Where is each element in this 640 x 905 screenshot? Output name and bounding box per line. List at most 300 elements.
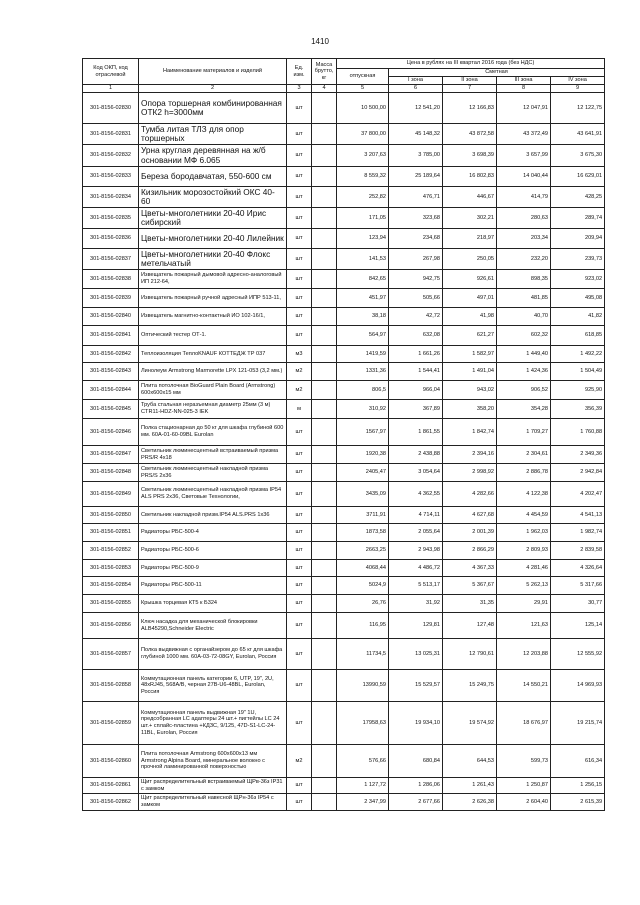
row-zone-1-price: 2 055,64: [389, 524, 443, 542]
row-zone-1-price: 1 861,55: [389, 419, 443, 446]
row-release-price: 1419,59: [337, 346, 389, 363]
row-unit: шт: [287, 670, 312, 702]
row-unit: шт: [287, 208, 312, 229]
row-release-price: 2 347,99: [337, 794, 389, 811]
col-number: 4: [312, 85, 337, 93]
row-zone-1-price: 15 529,57: [389, 670, 443, 702]
row-name: Радиаторы РБС-500-6: [139, 542, 287, 560]
row-zone-1-price: 476,71: [389, 187, 443, 208]
row-zone-3-price: 1 449,40: [497, 346, 551, 363]
row-unit: м3: [287, 346, 312, 363]
row-zone-4-price: 19 215,74: [551, 702, 605, 745]
row-zone-3-price: 481,85: [497, 289, 551, 308]
row-release-price: 17958,63: [337, 702, 389, 745]
row-release-price: 3 207,63: [337, 145, 389, 167]
table-row: [83, 363, 605, 381]
row-name: Радиаторы РБС-500-9: [139, 560, 287, 577]
row-unit: шт: [287, 289, 312, 308]
row-zone-1-price: 42,72: [389, 308, 443, 326]
row-mass: [312, 363, 337, 381]
row-zone-2-price: 127,48: [443, 613, 497, 639]
row-release-price: 123,94: [337, 229, 389, 249]
header-code: Код ОКП, код отраслевой: [83, 59, 139, 85]
row-unit: шт: [287, 794, 312, 811]
row-zone-4-price: 14 969,93: [551, 670, 605, 702]
row-unit: шт: [287, 229, 312, 249]
row-release-price: 252,82: [337, 187, 389, 208]
row-zone-4-price: 16 629,01: [551, 167, 605, 187]
table-row: [83, 595, 605, 613]
row-unit: шт: [287, 326, 312, 346]
row-name: Светильник люминесцентный встраиваемый призма PRS/R 4x18: [139, 446, 287, 464]
row-code: 301-8156-02854: [83, 577, 139, 595]
row-mass: [312, 542, 337, 560]
col-number: 9: [551, 85, 605, 93]
row-zone-3-price: 232,20: [497, 249, 551, 270]
col-number: 7: [443, 85, 497, 93]
row-mass: [312, 167, 337, 187]
row-unit: шт: [287, 249, 312, 270]
row-zone-1-price: 2 943,98: [389, 542, 443, 560]
row-zone-4-price: 2 349,36: [551, 446, 605, 464]
row-zone-2-price: 302,21: [443, 208, 497, 229]
row-zone-1-price: 942,75: [389, 270, 443, 289]
row-release-price: 5024,9: [337, 577, 389, 595]
row-code: 301-8156-02858: [83, 670, 139, 702]
row-zone-4-price: 428,25: [551, 187, 605, 208]
row-mass: [312, 507, 337, 524]
table-row: [83, 778, 605, 794]
row-name: Цветы-многолетники 20-40 Ирис сибирский: [139, 208, 287, 229]
row-zone-4-price: 1 256,15: [551, 778, 605, 794]
row-release-price: 10 500,00: [337, 93, 389, 124]
row-zone-3-price: 14 040,44: [497, 167, 551, 187]
col-number: 1: [83, 85, 139, 93]
row-name: Кизильник морозостойкий ОКС 40-60: [139, 187, 287, 208]
row-mass: [312, 400, 337, 419]
col-number: 5: [337, 85, 389, 93]
row-zone-1-price: 25 189,64: [389, 167, 443, 187]
row-unit: м2: [287, 363, 312, 381]
row-code: 301-8156-02862: [83, 794, 139, 811]
row-unit: шт: [287, 124, 312, 145]
row-code: 301-8156-02830: [83, 93, 139, 124]
table-row: [83, 187, 605, 208]
row-zone-3-price: 18 676,97: [497, 702, 551, 745]
row-zone-2-price: 2 394,16: [443, 446, 497, 464]
row-release-price: 3435,09: [337, 482, 389, 507]
row-zone-3-price: 40,70: [497, 308, 551, 326]
row-unit: шт: [287, 542, 312, 560]
row-zone-3-price: 599,73: [497, 745, 551, 778]
row-zone-3-price: 2 886,78: [497, 464, 551, 482]
row-zone-1-price: 1 544,41: [389, 363, 443, 381]
row-name: Крышка торцевая КТ5 к Б324: [139, 595, 287, 613]
row-zone-1-price: 323,68: [389, 208, 443, 229]
row-zone-3-price: 5 262,13: [497, 577, 551, 595]
row-zone-4-price: 356,39: [551, 400, 605, 419]
row-zone-2-price: 644,53: [443, 745, 497, 778]
table-row: [83, 167, 605, 187]
table-row: [83, 400, 605, 419]
row-zone-1-price: 3 054,64: [389, 464, 443, 482]
row-zone-1-price: 966,04: [389, 381, 443, 400]
row-zone-3-price: 203,34: [497, 229, 551, 249]
row-mass: [312, 229, 337, 249]
row-name: Линолеум Armstrong Marmorette LPX 121-053 (3,2 мм.): [139, 363, 287, 381]
row-release-price: 11734,5: [337, 639, 389, 670]
row-zone-1-price: 129,81: [389, 613, 443, 639]
row-code: 301-8156-02856: [83, 613, 139, 639]
row-unit: м2: [287, 381, 312, 400]
row-code: 301-8156-02850: [83, 507, 139, 524]
row-zone-1-price: 3 785,00: [389, 145, 443, 167]
row-release-price: 451,97: [337, 289, 389, 308]
price-table: [82, 58, 605, 811]
row-zone-2-price: 621,27: [443, 326, 497, 346]
table-row: [83, 326, 605, 346]
row-name: Ключ насадка для механической блокировки ALB45290,Schneider Electric: [139, 613, 287, 639]
col-number: 8: [497, 85, 551, 93]
row-release-price: 310,92: [337, 400, 389, 419]
row-mass: [312, 326, 337, 346]
table-row: [83, 289, 605, 308]
row-zone-4-price: 2 839,58: [551, 542, 605, 560]
row-zone-1-price: 234,68: [389, 229, 443, 249]
row-name: Береза бородавчатая, 550-600 см: [139, 167, 287, 187]
row-zone-3-price: 121,63: [497, 613, 551, 639]
row-zone-1-price: 1 661,26: [389, 346, 443, 363]
row-zone-2-price: 41,98: [443, 308, 497, 326]
row-zone-3-price: 2 604,40: [497, 794, 551, 811]
row-mass: [312, 778, 337, 794]
row-zone-3-price: 12 047,91: [497, 93, 551, 124]
row-code: 301-8156-02852: [83, 542, 139, 560]
row-release-price: 1 127,72: [337, 778, 389, 794]
row-code: 301-8156-02844: [83, 381, 139, 400]
row-zone-3-price: 898,35: [497, 270, 551, 289]
row-zone-1-price: 632,08: [389, 326, 443, 346]
row-zone-3-price: 280,63: [497, 208, 551, 229]
row-mass: [312, 745, 337, 778]
table-row: [83, 381, 605, 400]
row-unit: шт: [287, 308, 312, 326]
row-name: Труба стальная неразъемная диаметр 25мм (3 м) CTR11-HDZ-NN-025-3 IEK: [139, 400, 287, 419]
row-zone-1-price: 680,84: [389, 745, 443, 778]
row-zone-2-price: 1 842,74: [443, 419, 497, 446]
row-zone-2-price: 4 282,66: [443, 482, 497, 507]
table-row: [83, 270, 605, 289]
row-zone-2-price: 218,97: [443, 229, 497, 249]
row-mass: [312, 381, 337, 400]
row-zone-3-price: 3 657,99: [497, 145, 551, 167]
row-zone-3-price: 414,79: [497, 187, 551, 208]
table-row: [83, 639, 605, 670]
row-zone-4-price: 209,94: [551, 229, 605, 249]
row-mass: [312, 289, 337, 308]
page-number: 1410: [311, 37, 329, 46]
row-code: 301-8156-02843: [83, 363, 139, 381]
row-mass: [312, 702, 337, 745]
row-mass: [312, 595, 337, 613]
row-name: Плита потолочная Armstrong 600х600х13 мм Armstrong Alpina Board, минеральное волокно с прочной ламинированной поверхностью: [139, 745, 287, 778]
row-name: Цветы-многолетники 20-40 Лилейник: [139, 229, 287, 249]
row-unit: шт: [287, 482, 312, 507]
row-zone-4-price: 616,34: [551, 745, 605, 778]
row-mass: [312, 482, 337, 507]
row-zone-3-price: 12 203,88: [497, 639, 551, 670]
row-zone-4-price: 495,08: [551, 289, 605, 308]
row-zone-2-price: 4 367,33: [443, 560, 497, 577]
header-zone-4: IV зона: [551, 77, 605, 85]
row-zone-4-price: 12 555,92: [551, 639, 605, 670]
row-code: 301-8156-02849: [83, 482, 139, 507]
row-zone-2-price: 2 626,38: [443, 794, 497, 811]
row-mass: [312, 464, 337, 482]
row-mass: [312, 446, 337, 464]
row-zone-1-price: 505,66: [389, 289, 443, 308]
col-number: 3: [287, 85, 312, 93]
row-unit: шт: [287, 145, 312, 167]
row-release-price: 38,18: [337, 308, 389, 326]
row-zone-2-price: 1 582,97: [443, 346, 497, 363]
row-unit: м: [287, 400, 312, 419]
row-name: Светильник люминесцентный накладной призма IP54 ALS PRS 2x36, Световые Технологии,: [139, 482, 287, 507]
row-mass: [312, 308, 337, 326]
table-row: [83, 560, 605, 577]
row-mass: [312, 794, 337, 811]
row-zone-3-price: 1 962,03: [497, 524, 551, 542]
row-code: 301-8156-02845: [83, 400, 139, 419]
row-unit: шт: [287, 419, 312, 446]
row-name: Светильник накладной призм.IP54 ALS.PRS 1x36: [139, 507, 287, 524]
header-release: отпускная: [337, 69, 389, 85]
row-zone-4-price: 4 202,47: [551, 482, 605, 507]
row-name: Радиаторы РБС-500-11: [139, 577, 287, 595]
row-mass: [312, 187, 337, 208]
row-zone-2-price: 31,35: [443, 595, 497, 613]
row-mass: [312, 639, 337, 670]
row-release-price: 8 559,32: [337, 167, 389, 187]
row-code: 301-8156-02832: [83, 145, 139, 167]
row-zone-2-price: 1 491,04: [443, 363, 497, 381]
row-zone-2-price: 2 866,29: [443, 542, 497, 560]
table-row: [83, 702, 605, 745]
row-zone-2-price: 43 872,58: [443, 124, 497, 145]
row-zone-4-price: 43 641,91: [551, 124, 605, 145]
table-row: [83, 507, 605, 524]
table-row: [83, 308, 605, 326]
row-zone-3-price: 2 809,93: [497, 542, 551, 560]
header-price-group: Цена в рублях на III квартал 2016 года (без НДС): [337, 59, 605, 69]
row-name: Извещатель магнитно-контактный ИО 102-16/1,: [139, 308, 287, 326]
row-zone-4-price: 2 942,84: [551, 464, 605, 482]
header-zone-2: II зона: [443, 77, 497, 85]
row-release-price: 2405,47: [337, 464, 389, 482]
row-mass: [312, 670, 337, 702]
row-name: Полка выдвижная с органайзером до 65 кг для шкафа глубиной 1000 мм. 60А-03-72-08GY, Eurolan, Россия: [139, 639, 287, 670]
row-zone-4-price: 618,85: [551, 326, 605, 346]
table-row: [83, 464, 605, 482]
row-code: 301-8156-02840: [83, 308, 139, 326]
row-mass: [312, 93, 337, 124]
row-zone-2-price: 3 698,39: [443, 145, 497, 167]
row-zone-1-price: 367,89: [389, 400, 443, 419]
row-zone-1-price: 31,92: [389, 595, 443, 613]
header-name: Наименование материалов и изделий: [139, 59, 287, 85]
row-name: Цветы-многолетники 20-40 Флокс метельчатый: [139, 249, 287, 270]
row-zone-2-price: 2 998,92: [443, 464, 497, 482]
row-zone-2-price: 5 367,67: [443, 577, 497, 595]
table-row: [83, 145, 605, 167]
row-name: Радиаторы РБС-500-4: [139, 524, 287, 542]
row-zone-1-price: 4 486,72: [389, 560, 443, 577]
row-zone-1-price: 12 541,20: [389, 93, 443, 124]
row-zone-1-price: 19 934,10: [389, 702, 443, 745]
row-code: 301-8156-02851: [83, 524, 139, 542]
row-mass: [312, 346, 337, 363]
row-unit: шт: [287, 613, 312, 639]
row-release-price: 4068,44: [337, 560, 389, 577]
row-mass: [312, 145, 337, 167]
row-code: 301-8156-02853: [83, 560, 139, 577]
row-release-price: 564,97: [337, 326, 389, 346]
row-name: Полка стационарная до 50 кг для шкафа глубиной 600 мм. 60А-01-60-09BL Eurolan: [139, 419, 287, 446]
row-zone-1-price: 13 025,31: [389, 639, 443, 670]
row-unit: шт: [287, 639, 312, 670]
table-row: [83, 745, 605, 778]
row-zone-2-price: 19 574,92: [443, 702, 497, 745]
row-zone-3-price: 1 709,27: [497, 419, 551, 446]
table-row: [83, 229, 605, 249]
row-code: 301-8156-02837: [83, 249, 139, 270]
row-code: 301-8156-02838: [83, 270, 139, 289]
row-zone-1-price: 4 362,55: [389, 482, 443, 507]
row-zone-4-price: 30,77: [551, 595, 605, 613]
row-zone-3-price: 4 122,38: [497, 482, 551, 507]
row-unit: шт: [287, 270, 312, 289]
row-zone-2-price: 497,01: [443, 289, 497, 308]
row-name: Светильник люминесцентный накладной призма PRS/S 2x36: [139, 464, 287, 482]
row-code: 301-8156-02833: [83, 167, 139, 187]
row-release-price: 1567,97: [337, 419, 389, 446]
row-code: 301-8156-02860: [83, 745, 139, 778]
row-zone-4-price: 5 317,66: [551, 577, 605, 595]
row-release-price: 842,65: [337, 270, 389, 289]
table-row: [83, 524, 605, 542]
row-zone-3-price: 2 304,61: [497, 446, 551, 464]
row-zone-1-price: 5 513,17: [389, 577, 443, 595]
header-unit: Ед. изм.: [287, 59, 312, 85]
row-release-price: 1331,36: [337, 363, 389, 381]
row-zone-2-price: 4 627,68: [443, 507, 497, 524]
row-unit: шт: [287, 702, 312, 745]
row-release-price: 576,66: [337, 745, 389, 778]
row-zone-4-price: 4 541,13: [551, 507, 605, 524]
table-row: [83, 542, 605, 560]
row-unit: шт: [287, 507, 312, 524]
row-release-price: 26,76: [337, 595, 389, 613]
row-mass: [312, 249, 337, 270]
row-unit: шт: [287, 187, 312, 208]
row-zone-4-price: 923,02: [551, 270, 605, 289]
row-zone-4-price: 1 504,49: [551, 363, 605, 381]
row-zone-2-price: 16 802,83: [443, 167, 497, 187]
table-row: [83, 419, 605, 446]
row-release-price: 37 800,00: [337, 124, 389, 145]
row-name: Тумба литая ТЛЗ для опор торшерных: [139, 124, 287, 145]
row-name: Коммутационная панель выдвижная 19" 1U, предсобранная LC адаптеры 24 шт.+ пигтейлы LC 24 шт.+ сплайс-пластина +КДЗС, 9/125, 47D-S1-LC-24-11BL, Eurolan, Россия: [139, 702, 287, 745]
table-row: [83, 208, 605, 229]
row-zone-3-price: 43 372,49: [497, 124, 551, 145]
row-mass: [312, 208, 337, 229]
row-mass: [312, 560, 337, 577]
header-estimate: Сметная: [389, 69, 605, 77]
row-mass: [312, 524, 337, 542]
table-row: [83, 613, 605, 639]
table-row: [83, 670, 605, 702]
row-code: 301-8156-02847: [83, 446, 139, 464]
row-zone-1-price: 2 677,66: [389, 794, 443, 811]
row-code: 301-8156-02836: [83, 229, 139, 249]
row-unit: шт: [287, 464, 312, 482]
row-mass: [312, 613, 337, 639]
row-zone-4-price: 1 982,74: [551, 524, 605, 542]
row-name: Плита потолочная BioGuard Plain Board (Armstrong) 600х600х15 мм: [139, 381, 287, 400]
row-zone-2-price: 12 166,83: [443, 93, 497, 124]
row-unit: м2: [287, 745, 312, 778]
row-unit: шт: [287, 167, 312, 187]
row-name: Теплоизоляция ТеплоKNAUF КОТТЕДЖ ТР 037: [139, 346, 287, 363]
table-row: [83, 446, 605, 464]
row-zone-1-price: 45 148,32: [389, 124, 443, 145]
row-zone-2-price: 926,61: [443, 270, 497, 289]
row-zone-4-price: 925,90: [551, 381, 605, 400]
row-mass: [312, 124, 337, 145]
row-code: 301-8156-02855: [83, 595, 139, 613]
row-code: 301-8156-02831: [83, 124, 139, 145]
row-zone-4-price: 289,74: [551, 208, 605, 229]
row-zone-3-price: 1 250,87: [497, 778, 551, 794]
row-mass: [312, 577, 337, 595]
row-release-price: 3711,91: [337, 507, 389, 524]
row-code: 301-8156-02839: [83, 289, 139, 308]
row-name: Коммутационная панель категории 6, UTP, 19", 2U, 48xRJ45, 568A/B, черная 27B-U6-48BL, Eurolan, Россия: [139, 670, 287, 702]
row-release-price: 171,05: [337, 208, 389, 229]
row-zone-3-price: 29,91: [497, 595, 551, 613]
row-name: Оптический тестер ОТ-1.: [139, 326, 287, 346]
row-name: Извещатель пожарный дымовой адресно-аналоговый ИП 212-64,: [139, 270, 287, 289]
row-zone-2-price: 358,20: [443, 400, 497, 419]
row-zone-4-price: 125,14: [551, 613, 605, 639]
row-release-price: 806,5: [337, 381, 389, 400]
row-zone-2-price: 446,67: [443, 187, 497, 208]
header-zone-3: III зона: [497, 77, 551, 85]
table-row: [83, 93, 605, 124]
row-zone-2-price: 1 261,43: [443, 778, 497, 794]
row-zone-4-price: 239,73: [551, 249, 605, 270]
row-zone-1-price: 4 714,11: [389, 507, 443, 524]
row-unit: шт: [287, 595, 312, 613]
row-zone-3-price: 4 281,46: [497, 560, 551, 577]
row-unit: шт: [287, 577, 312, 595]
row-zone-4-price: 1 492,22: [551, 346, 605, 363]
row-release-price: 13990,59: [337, 670, 389, 702]
row-name: Извещатель пожарный ручной адресный ИПР 513-11,: [139, 289, 287, 308]
row-zone-1-price: 267,98: [389, 249, 443, 270]
row-zone-2-price: 943,02: [443, 381, 497, 400]
row-code: 301-8156-02861: [83, 778, 139, 794]
